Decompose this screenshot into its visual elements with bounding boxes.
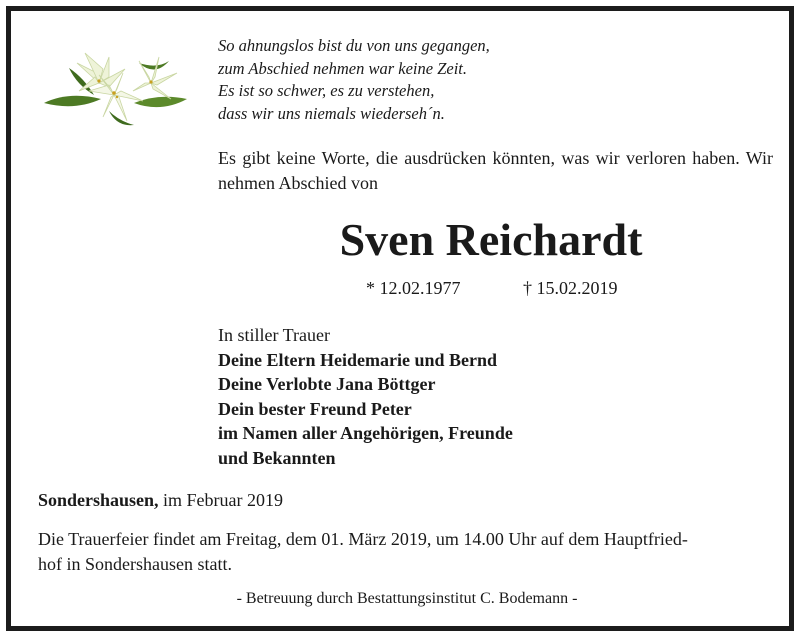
poem-line: Es ist so schwer, es zu verstehen, xyxy=(218,81,435,100)
death-date: † 15.02.2019 xyxy=(523,278,618,298)
intro-line: Es gibt keine Worte, die ausdrücken könnten, was wir verloren xyxy=(218,148,686,168)
undertaker-note xyxy=(11,588,799,610)
place-city: Sondershausen, xyxy=(38,490,159,510)
poem xyxy=(218,35,490,125)
intro-text xyxy=(218,146,773,196)
lily-icon xyxy=(39,33,189,128)
obituary-card xyxy=(6,6,794,631)
poem-line: dass wir uns niemals wiederseh´n. xyxy=(218,103,445,123)
mourner-line: Deine Verlobte Jana Böttger xyxy=(218,374,436,394)
place-and-date xyxy=(38,488,283,512)
mourners-heading: In stiller Trauer xyxy=(218,325,330,345)
undertaker-text: - Betreuung durch Bestattungsinstitut C. Bodemann - xyxy=(236,590,578,607)
mourner-line: und Bekannten xyxy=(218,447,336,468)
ceremony-line: Die Trauerfeier findet am Freitag, dem 01. März 2019, um 14.00 Uhr auf dem Hauptfried- xyxy=(38,529,688,549)
ceremony-line: hof in Sondershausen statt. xyxy=(38,553,232,574)
mourner-line: im Namen aller Angehörigen, Freunde xyxy=(218,423,513,443)
birth-date: * 12.02.1977 xyxy=(366,278,461,298)
mourners-list xyxy=(218,323,513,470)
mourner-line: Deine Eltern Heidemarie und Bernd xyxy=(218,349,497,370)
place-date: im Februar 2019 xyxy=(163,490,284,510)
mourner-line: Dein bester Freund Peter xyxy=(218,398,412,419)
poem-line: zum Abschied nehmen war keine Zeit. xyxy=(218,58,467,78)
poem-line: So ahnungslos bist du von uns gegangen, xyxy=(218,36,490,55)
deceased-name: Sven Reichardt xyxy=(339,214,643,265)
intro-line: haben. Wir nehmen Abschied von xyxy=(218,148,774,193)
ceremony-info xyxy=(38,527,778,576)
